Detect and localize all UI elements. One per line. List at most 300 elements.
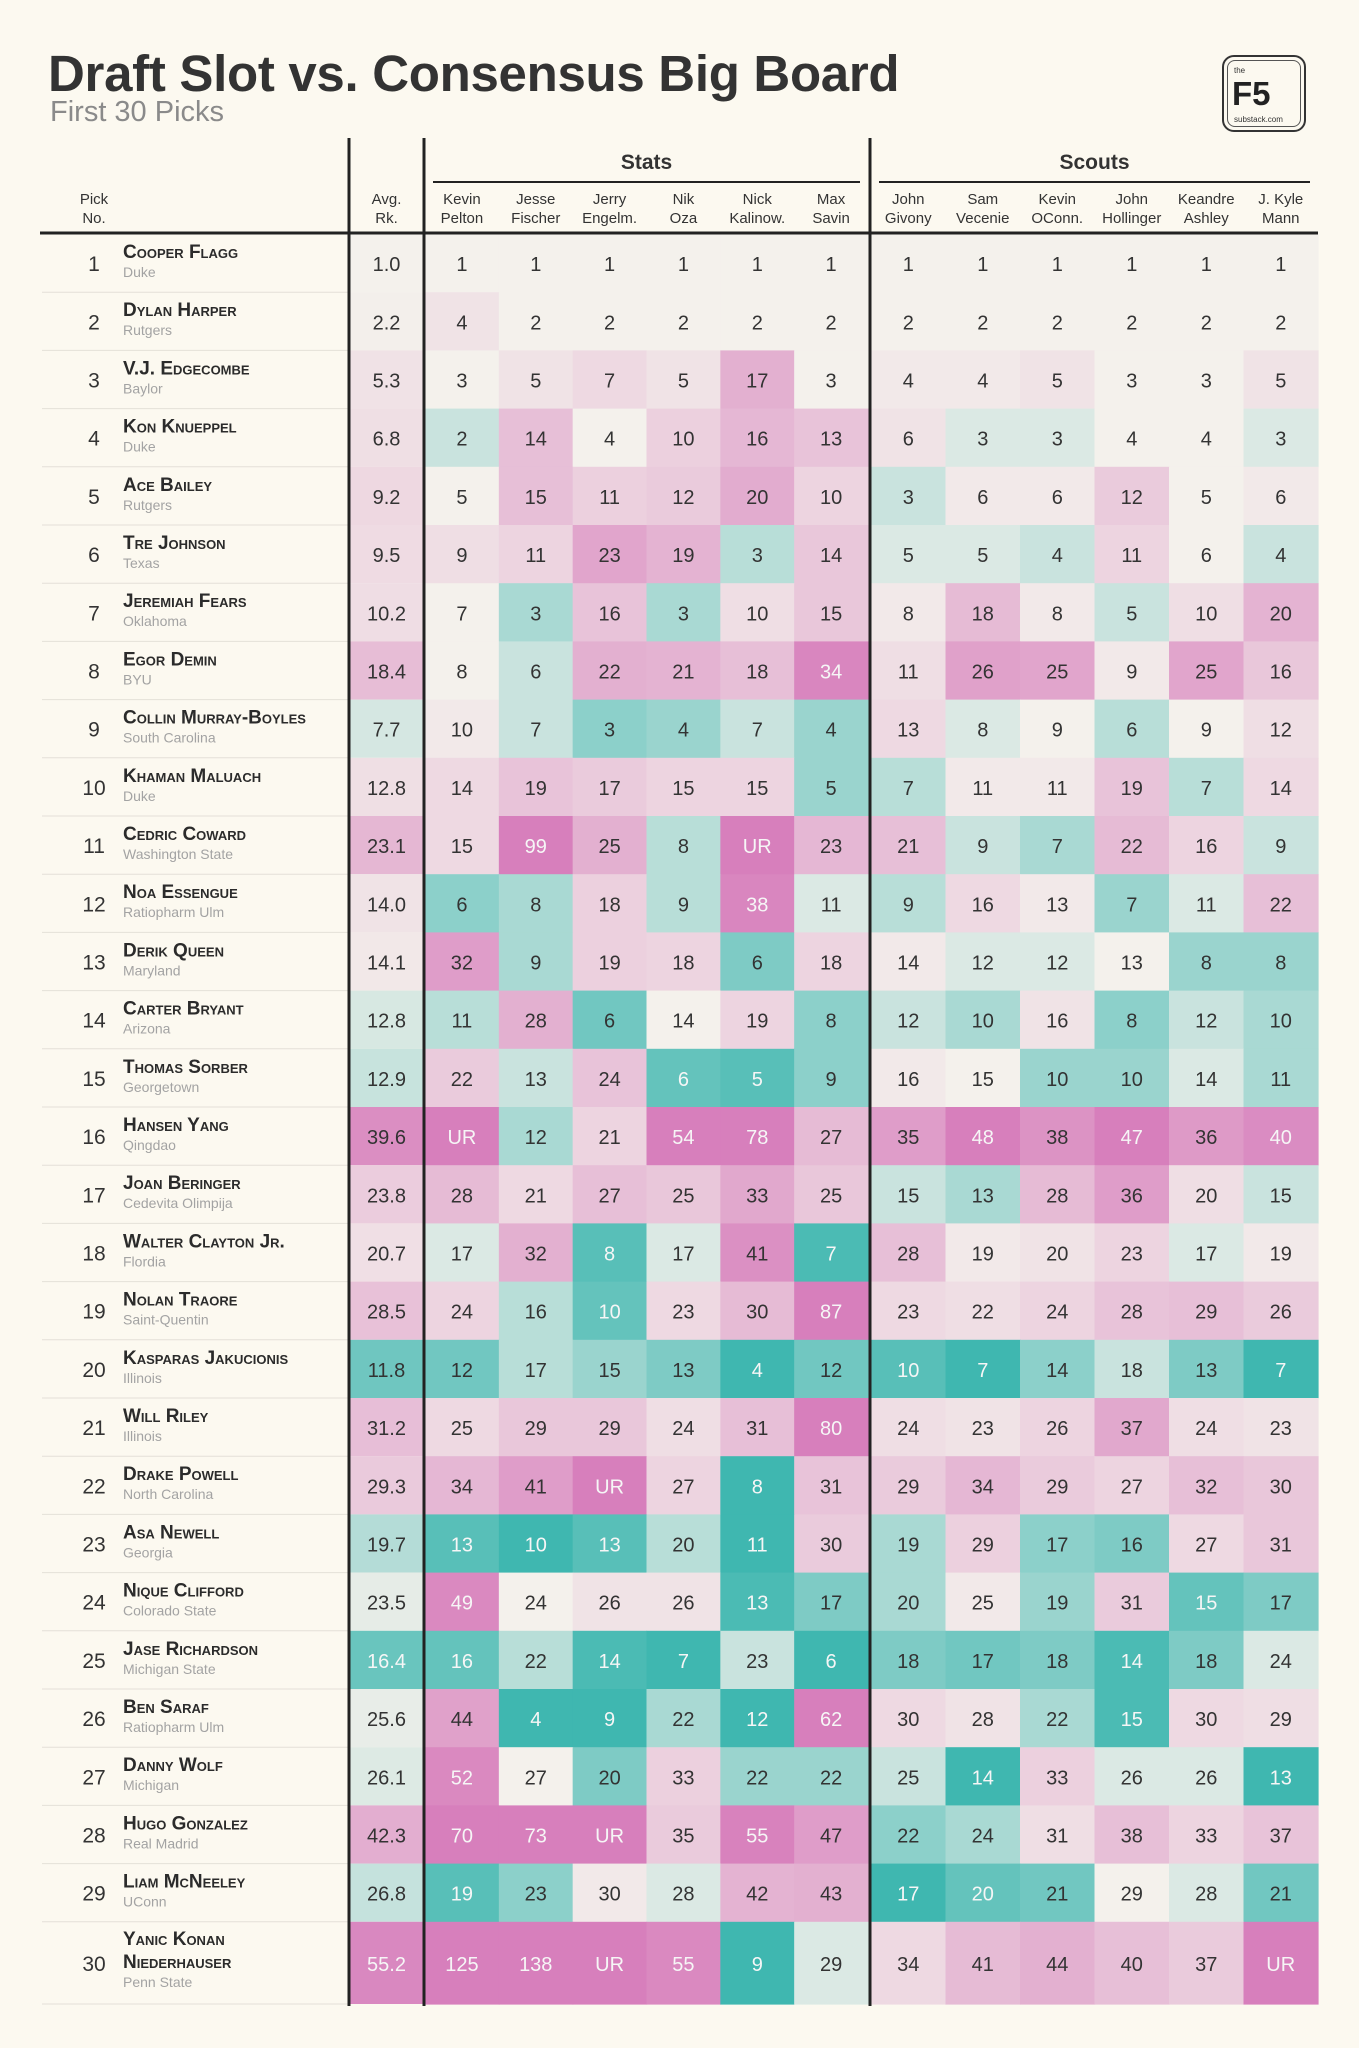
stats-cell-label: 2 — [677, 312, 689, 335]
pick-number: 15 — [82, 1067, 106, 1091]
logo-sub: substack.com — [1234, 115, 1283, 124]
player-school: Ratiopharm Ulm — [123, 1719, 225, 1735]
scouts-cell-label: 10 — [1046, 1068, 1069, 1091]
scouts-cell-label: 22 — [971, 1301, 994, 1324]
stats-cell-label: 14 — [672, 1010, 695, 1033]
group-header-scouts: Scouts — [1059, 151, 1130, 174]
stats-cell-label: 28 — [672, 1883, 695, 1906]
scouts-cell-label: 16 — [1120, 1534, 1143, 1557]
stats-cell-label: 23 — [598, 545, 621, 568]
stats-cell-label: 3 — [530, 603, 542, 626]
stats-cell-label: 7 — [751, 719, 763, 742]
col-header-stats-2-line1: Jerry — [592, 191, 627, 208]
avg-cell-label: 20.7 — [367, 1243, 406, 1266]
scouts-cell-label: 6 — [977, 486, 989, 509]
scouts-cell-label: 29 — [897, 1476, 920, 1499]
avg-cell-label: 29.3 — [367, 1476, 406, 1499]
scouts-cell-label: 10 — [1195, 603, 1218, 626]
scouts-cell-label: 23 — [1269, 1418, 1292, 1441]
stats-cell-label: 32 — [524, 1243, 547, 1266]
stats-cell-label: 35 — [672, 1825, 695, 1848]
stats-cell-label: UR — [742, 836, 772, 859]
scouts-cell-label: 11 — [1270, 1068, 1292, 1091]
scouts-cell-label: 30 — [1269, 1476, 1292, 1499]
stats-cell-label: 3 — [825, 370, 837, 393]
stats-cell-label: 1 — [751, 254, 763, 277]
stats-cell-label: 7 — [530, 719, 542, 742]
player-name: Niederhauser — [123, 1951, 232, 1973]
scouts-cell-label: 3 — [1126, 370, 1138, 393]
scouts-cell-label: 15 — [971, 1068, 994, 1091]
stats-cell-label: 5 — [825, 777, 837, 800]
pick-number: 26 — [82, 1708, 106, 1732]
stats-cell-label: 41 — [524, 1476, 547, 1499]
col-header-stats-2-line2: Engelm. — [582, 210, 638, 227]
pick-number: 23 — [82, 1533, 106, 1557]
scouts-cell-label: 5 — [1275, 370, 1287, 393]
avg-cell-label: 9.2 — [372, 486, 401, 509]
scouts-cell-label: 15 — [897, 1185, 920, 1208]
player-school: Saint-Quentin — [123, 1311, 209, 1328]
stats-cell-label: 55 — [746, 1825, 769, 1848]
pick-number: 4 — [88, 427, 100, 451]
pick-number: 5 — [88, 485, 100, 509]
scouts-cell-label: 29 — [1269, 1709, 1292, 1732]
stats-cell-label: 22 — [746, 1767, 769, 1790]
player-school: Flordia — [123, 1253, 166, 1270]
pick-number: 28 — [82, 1824, 106, 1848]
scouts-cell-label: 30 — [1195, 1709, 1218, 1732]
player-school: Oklahoma — [123, 613, 187, 630]
stats-cell-label: 42 — [746, 1883, 769, 1906]
col-header-pick-line2: No. — [82, 210, 106, 227]
player-school: Ratiopharm Ulm — [123, 904, 225, 921]
scouts-cell-label: 12 — [1269, 719, 1292, 742]
scouts-cell-label: 29 — [1120, 1883, 1143, 1906]
stats-cell-label: 9 — [825, 1068, 837, 1091]
scouts-cell-label: 7 — [1126, 894, 1138, 917]
player-name: Dylan Harper — [123, 300, 237, 322]
stats-cell-label: 73 — [524, 1825, 547, 1848]
scouts-cell-label: 12 — [897, 1010, 920, 1033]
scouts-cell-label: 22 — [1120, 836, 1143, 859]
stats-cell-label: 8 — [825, 1010, 837, 1033]
stats-cell-label: 1 — [530, 254, 542, 277]
player-school: Michigan — [123, 1777, 180, 1794]
scouts-cell-label: 22 — [1046, 1709, 1069, 1732]
stats-cell-label: 22 — [672, 1709, 695, 1732]
stats-cell-label: 19 — [524, 777, 547, 800]
stats-cell-label: 43 — [819, 1883, 843, 1906]
stats-cell-label: 17 — [524, 1359, 547, 1382]
scouts-cell-label: 33 — [1195, 1825, 1218, 1848]
scouts-cell-label: 37 — [1120, 1418, 1143, 1441]
player-school: Maryland — [123, 962, 181, 979]
stats-cell-label: 25 — [672, 1185, 695, 1208]
scouts-cell-label: 16 — [1195, 836, 1218, 859]
scouts-cell-label: 16 — [971, 894, 994, 917]
stats-cell-label: 34 — [450, 1476, 474, 1499]
scouts-cell-label: 20 — [897, 1592, 920, 1615]
pick-number: 16 — [82, 1126, 106, 1150]
player-name: Jeremiah Fears — [123, 591, 247, 613]
stats-cell-label: 14 — [524, 428, 547, 451]
player-school: Colorado State — [123, 1602, 217, 1619]
avg-cell-label: 26.1 — [367, 1767, 406, 1790]
avg-cell-label: 23.8 — [367, 1185, 406, 1208]
stats-cell-label: 34 — [819, 661, 843, 684]
pick-number: 7 — [88, 602, 100, 626]
pick-number: 14 — [82, 1009, 106, 1033]
stats-cell-label: 9 — [530, 952, 542, 975]
player-name: Kasparas Jakucionis — [123, 1347, 289, 1369]
scouts-cell-label: 19 — [971, 1243, 994, 1266]
scouts-cell-label: 5 — [1200, 486, 1212, 509]
scouts-cell-label: 8 — [1275, 952, 1287, 975]
group-header-stats: Stats — [620, 151, 673, 174]
stats-cell-label: 54 — [672, 1127, 695, 1150]
scouts-cell-label: 10 — [1120, 1068, 1143, 1091]
scouts-cell-label: 8 — [902, 603, 914, 626]
scouts-cell-label: 12 — [1195, 1010, 1218, 1033]
scouts-cell-label: 1 — [1051, 254, 1063, 277]
player-school: Arizona — [123, 1020, 171, 1037]
player-name: Yanic Konan — [123, 1928, 225, 1950]
col-header-avg-line2: Rk. — [375, 210, 398, 227]
scouts-cell-label: 1 — [1200, 254, 1212, 277]
col-header-scouts-2-line2: OConn. — [1031, 210, 1084, 227]
scouts-cell-label: 11 — [972, 777, 994, 800]
scouts-cell-label: 17 — [971, 1650, 994, 1673]
scouts-cell-label: 1 — [1126, 254, 1138, 277]
stats-cell-label: 22 — [450, 1068, 474, 1091]
player-name: Tre Johnson — [123, 533, 226, 554]
scouts-cell-label: 40 — [1120, 1953, 1143, 1976]
col-header-scouts-4-line2: Ashley — [1183, 210, 1229, 227]
scouts-cell-label: 47 — [1120, 1127, 1143, 1150]
player-school: Georgia — [123, 1544, 173, 1561]
scouts-cell-label: 6 — [1126, 719, 1138, 742]
scouts-cell-label: 4 — [1200, 428, 1212, 451]
stats-cell-label: UR — [595, 1953, 625, 1976]
avg-cell-label: 18.4 — [367, 661, 406, 684]
stats-cell-label: 9 — [456, 545, 468, 568]
stats-cell-label: 33 — [746, 1185, 769, 1208]
stats-cell-label: 11 — [820, 894, 842, 917]
stats-cell-label: 11 — [451, 1010, 473, 1033]
scouts-cell-label: 20 — [1195, 1185, 1218, 1208]
stats-cell-label: 6 — [677, 1068, 689, 1091]
scouts-cell-label: 18 — [897, 1650, 920, 1673]
stats-cell-label: 9 — [677, 894, 689, 917]
player-school: Illinois — [123, 1428, 162, 1444]
stats-cell-label: 8 — [751, 1476, 763, 1499]
player-name: Danny Wolf — [123, 1755, 223, 1777]
scouts-cell-label: 26 — [1269, 1301, 1292, 1324]
scouts-cell-label: 28 — [1046, 1185, 1069, 1208]
stats-cell-label: 16 — [524, 1301, 547, 1324]
scouts-cell-label: 41 — [971, 1953, 994, 1976]
stats-cell-label: 41 — [746, 1243, 769, 1266]
player-school: Cedevita Olimpija — [123, 1195, 233, 1212]
scouts-cell-label: 28 — [1120, 1301, 1143, 1324]
pick-number: 30 — [82, 1952, 106, 1976]
scouts-cell-label: 37 — [1269, 1825, 1292, 1848]
stats-cell-label: 22 — [819, 1767, 843, 1790]
col-header-scouts-5-line2: Mann — [1261, 210, 1300, 227]
stats-cell-label: 27 — [598, 1185, 621, 1208]
stats-cell-label: 12 — [746, 1709, 769, 1732]
stats-cell-label: 25 — [598, 836, 621, 859]
scouts-cell-label: 7 — [1275, 1359, 1287, 1382]
stats-cell-label: 7 — [604, 370, 616, 393]
stats-cell-label: 6 — [456, 894, 468, 917]
scouts-cell-label: 30 — [897, 1709, 920, 1732]
logo-the: the — [1234, 66, 1246, 75]
scouts-cell-label: 7 — [1200, 777, 1212, 800]
scouts-cell-label: 14 — [1269, 777, 1292, 800]
stats-cell-label: 2 — [604, 312, 616, 335]
stats-cell-label: 6 — [604, 1010, 616, 1033]
stats-cell-label: 15 — [819, 603, 843, 626]
stats-cell-label: 10 — [746, 603, 769, 626]
avg-cell-label: 39.6 — [367, 1127, 406, 1150]
scouts-cell-label: 26 — [1195, 1767, 1218, 1790]
player-name: V.J. Edgecombe — [123, 358, 250, 380]
avg-cell-label: 12.8 — [367, 777, 406, 800]
avg-cell-label: 1.0 — [372, 254, 401, 277]
stats-cell-label: 18 — [746, 661, 769, 684]
scouts-cell-label: 19 — [1269, 1243, 1292, 1266]
player-school: Michigan State — [123, 1660, 216, 1677]
stats-cell-label: 21 — [598, 1127, 621, 1150]
scouts-cell-label: 48 — [971, 1127, 994, 1150]
stats-cell-label: 25 — [819, 1185, 843, 1208]
stats-cell-label: 13 — [598, 1534, 621, 1557]
scouts-cell-label: 4 — [1126, 428, 1138, 451]
scouts-cell-label: 34 — [897, 1953, 920, 1976]
scouts-cell-label: 38 — [1046, 1127, 1069, 1150]
scouts-cell-label: 15 — [1195, 1592, 1218, 1615]
avg-cell-label: 11.8 — [367, 1359, 406, 1382]
scouts-cell-label: 25 — [971, 1592, 994, 1615]
scouts-cell-label: 12 — [1120, 486, 1143, 509]
scouts-cell-label: 34 — [971, 1476, 994, 1499]
pick-number: 18 — [82, 1242, 106, 1266]
scouts-cell-label: 1 — [1275, 254, 1287, 277]
pick-number: 11 — [83, 835, 105, 859]
scouts-cell-label: 25 — [1046, 661, 1069, 684]
player-school: Rutgers — [123, 496, 173, 513]
pick-number: 10 — [82, 776, 106, 800]
scouts-cell-label: 19 — [1046, 1592, 1069, 1615]
stats-cell-label: 12 — [450, 1359, 474, 1382]
stats-cell-label: 24 — [598, 1068, 621, 1091]
scouts-cell-label: 33 — [1046, 1767, 1069, 1790]
scouts-cell-label: 26 — [1120, 1767, 1143, 1790]
scouts-cell-label: 1 — [977, 254, 989, 277]
player-name: Ace Bailey — [123, 474, 213, 496]
stats-cell-label: 1 — [825, 254, 837, 277]
stats-cell-label: 47 — [819, 1825, 843, 1848]
scouts-cell-label: 23 — [1120, 1243, 1143, 1266]
scouts-cell-label: 2 — [977, 312, 989, 335]
scouts-cell-label: 7 — [977, 1359, 989, 1382]
scouts-cell-label: 31 — [1046, 1825, 1069, 1848]
col-header-stats-0-line2: Pelton — [440, 210, 484, 227]
avg-cell-label: 6.8 — [372, 428, 401, 451]
stats-cell-label: 5 — [530, 370, 542, 393]
avg-cell-label: 31.2 — [367, 1418, 406, 1441]
col-header-scouts-4-line1: Keandre — [1177, 191, 1235, 208]
scouts-cell-label: 11 — [1195, 894, 1217, 917]
logo-mark: F5 — [1232, 75, 1271, 112]
stats-cell-label: 21 — [672, 661, 695, 684]
stats-cell-label: 49 — [450, 1592, 474, 1615]
stats-cell-label: 8 — [530, 894, 542, 917]
stats-cell-label: 30 — [598, 1883, 621, 1906]
avg-cell-label: 10.2 — [367, 603, 406, 626]
pick-number: 6 — [88, 544, 100, 568]
stats-cell-label: 70 — [450, 1825, 474, 1848]
scouts-cell-label: 3 — [977, 428, 989, 451]
scouts-cell-label: 24 — [897, 1418, 920, 1441]
avg-cell-label: 7.7 — [372, 719, 401, 742]
stats-cell-label: 4 — [677, 719, 689, 742]
scouts-cell-label: 3 — [1200, 370, 1212, 393]
player-school: Rutgers — [123, 322, 173, 339]
stats-cell-label: 12 — [672, 486, 695, 509]
pick-number: 1 — [88, 253, 100, 277]
scouts-cell-label: 44 — [1046, 1953, 1069, 1976]
scouts-cell-label: 1 — [902, 254, 914, 277]
stats-cell-label: 17 — [819, 1592, 843, 1615]
scouts-cell-label: 13 — [1046, 894, 1069, 917]
scouts-cell-label: 2 — [1200, 312, 1212, 335]
stats-cell-label: 22 — [598, 661, 621, 684]
stats-cell-label: 31 — [819, 1476, 843, 1499]
stats-cell-label: 14 — [819, 545, 843, 568]
scouts-cell-label: 23 — [971, 1418, 994, 1441]
scouts-cell-label: 11 — [1121, 545, 1143, 568]
player-name: Thomas Sorber — [123, 1056, 248, 1078]
col-header-stats-5-line1: Max — [816, 191, 846, 208]
stats-cell-label: 7 — [825, 1243, 837, 1266]
stats-cell-label: 2 — [751, 312, 763, 335]
scouts-cell-label: 12 — [1046, 952, 1069, 975]
col-header-stats-3-line1: Nik — [672, 191, 695, 208]
stats-cell-label: 9 — [604, 1709, 616, 1732]
stats-cell-label: 15 — [672, 777, 695, 800]
stats-cell-label: 19 — [746, 1010, 769, 1033]
player-school: Baylor — [123, 380, 163, 397]
scouts-cell-label: 9 — [1275, 836, 1287, 859]
scouts-cell-label: 26 — [1046, 1418, 1069, 1441]
scouts-cell-label: 18 — [971, 603, 994, 626]
avg-cell-label: 12.9 — [367, 1068, 406, 1091]
pick-number: 24 — [82, 1591, 106, 1615]
player-name: Collin Murray-Boyles — [123, 707, 306, 729]
stats-cell-label: 30 — [746, 1301, 769, 1324]
player-school: BYU — [123, 671, 152, 688]
pick-number: 12 — [82, 893, 106, 917]
scouts-cell-label: 14 — [1120, 1650, 1143, 1673]
stats-cell-label: 10 — [598, 1301, 621, 1324]
scouts-cell-label: 24 — [1046, 1301, 1069, 1324]
stats-cell-label: 16 — [598, 603, 621, 626]
scouts-cell-label: 40 — [1269, 1127, 1292, 1150]
player-name: Joan Beringer — [123, 1173, 241, 1195]
col-header-pick-line1: Pick — [79, 191, 109, 208]
avg-cell-label: 23.5 — [367, 1592, 406, 1615]
stats-cell-label: 23 — [819, 836, 843, 859]
scouts-cell-label: 14 — [897, 952, 920, 975]
avg-cell-label: 26.8 — [367, 1883, 406, 1906]
stats-cell-label: 12 — [819, 1359, 843, 1382]
player-name: Carter Bryant — [123, 998, 244, 1020]
scouts-cell-label: 6 — [1051, 486, 1063, 509]
scouts-cell-label: 29 — [1195, 1301, 1218, 1324]
player-school: Illinois — [123, 1369, 162, 1386]
scouts-cell-label: 3 — [1275, 428, 1287, 451]
player-name: Hansen Yang — [123, 1115, 229, 1136]
stats-cell-label: 1 — [456, 254, 468, 277]
player-school: Duke — [123, 264, 156, 280]
stats-cell-label: 10 — [524, 1534, 547, 1557]
pick-number: 17 — [82, 1184, 106, 1208]
scouts-cell-label: 10 — [1269, 1010, 1292, 1033]
stats-cell-label: 4 — [604, 428, 616, 451]
scouts-cell-label: 25 — [897, 1767, 920, 1790]
stats-cell-label: UR — [595, 1476, 625, 1499]
player-name: Kon Knueppel — [123, 416, 237, 438]
scouts-cell-label: 6 — [1275, 486, 1287, 509]
stats-cell-label: 55 — [672, 1953, 695, 1976]
scouts-cell-label: 25 — [1195, 661, 1218, 684]
stats-cell-label: 20 — [672, 1534, 695, 1557]
scouts-cell-label: 24 — [971, 1825, 994, 1848]
stats-cell-label: 29 — [819, 1953, 843, 1976]
stats-cell-label: 19 — [450, 1883, 474, 1906]
scouts-cell-label: 18 — [1046, 1650, 1069, 1673]
chart-title: Draft Slot vs. Consensus Big Board — [48, 45, 900, 102]
scouts-cell-label: 29 — [1046, 1476, 1069, 1499]
col-header-scouts-3-line2: Hollinger — [1102, 210, 1162, 227]
stats-cell-label: 23 — [672, 1301, 695, 1324]
stats-cell-label: 26 — [598, 1592, 621, 1615]
stats-cell-label: 13 — [672, 1359, 695, 1382]
scouts-cell-label: 16 — [897, 1068, 920, 1091]
scouts-cell-label: 18 — [1120, 1359, 1143, 1382]
scouts-cell-label: 20 — [1269, 603, 1292, 626]
stats-cell-label: 2 — [456, 428, 468, 451]
scouts-cell-label: 20 — [971, 1883, 994, 1906]
stats-cell-label: 138 — [519, 1953, 553, 1976]
scouts-cell-label: 14 — [1046, 1359, 1069, 1382]
scouts-cell-label: 2 — [902, 312, 914, 335]
col-header-stats-1-line2: Fischer — [511, 210, 561, 227]
scouts-cell-label: 23 — [897, 1301, 920, 1324]
scouts-cell-label: 13 — [897, 719, 920, 742]
scouts-cell-label: 4 — [977, 370, 989, 393]
scouts-cell-label: 32 — [1195, 1476, 1218, 1499]
avg-cell-label: 55.2 — [367, 1953, 406, 1976]
col-header-scouts-2-line1: Kevin — [1038, 191, 1077, 208]
pick-number: 20 — [82, 1358, 106, 1382]
pick-number: 13 — [82, 951, 106, 975]
stats-cell-label: 8 — [677, 836, 689, 859]
stats-cell-label: 15 — [450, 836, 474, 859]
